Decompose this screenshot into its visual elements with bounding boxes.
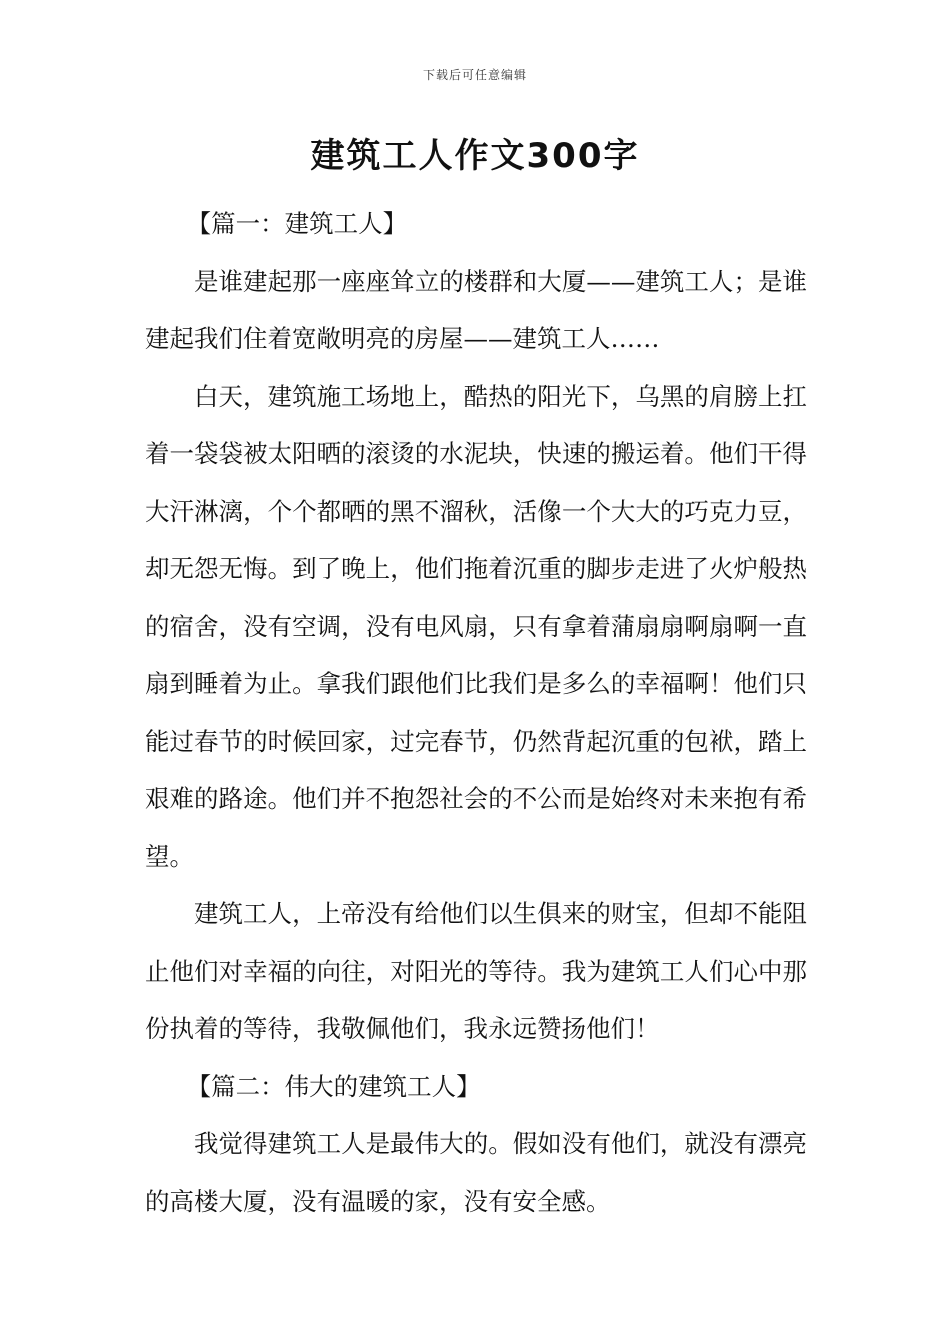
paragraph: 白天，建筑施工场地上，酷热的阳光下，乌黑的肩膀上扛着一袋袋被太阳晒的滚烫的水泥块，快速的搬运着。他们干得大汗淋漓，个个都晒的黑不溜秋，活像一个大大的巧克力豆，却无怨无悔。到了晚上，他们拖着沉重的脚步走进了火炉般热的宿舍，没有空调，没有电风扇，只有拿着蒲扇扇啊扇啊一直扇到睡着为止。拿我们跟他们比我们是多么的幸福啊！他们只能过春节的时候回家，过完春节，仍然背起沉重的包袱，踏上艰难的路途。他们并不抱怨社会的不公而是始终对未来抱有希望。 [145, 381, 807, 871]
paragraph: 我觉得建筑工人是最伟大的。假如没有他们，就没有漂亮的高楼大厦，没有温暖的家，没有安全感。 [145, 1129, 807, 1216]
section-heading-2: 【篇二：伟大的建筑工人】 [186, 1071, 481, 1101]
paragraph: 建筑工人，上帝没有给他们以生俱来的财宝，但却不能阻止他们对幸福的向往，对阳光的等待。我为建筑工人们心中那份执着的等待，我敬佩他们，我永远赞扬他们！ [145, 899, 807, 1043]
page-title: 建筑工人作文300字 [310, 136, 640, 176]
section-heading-1: 【篇一：建筑工人】 [186, 209, 408, 238]
document-body [145, 195, 807, 1230]
paragraph: 是谁建起那一座座耸立的楼群和大厦——建筑工人；是谁建起我们住着宽敞明亮的房屋——建筑工人…… [145, 266, 807, 353]
header-note: 下载后可任意编辑 [422, 68, 527, 82]
